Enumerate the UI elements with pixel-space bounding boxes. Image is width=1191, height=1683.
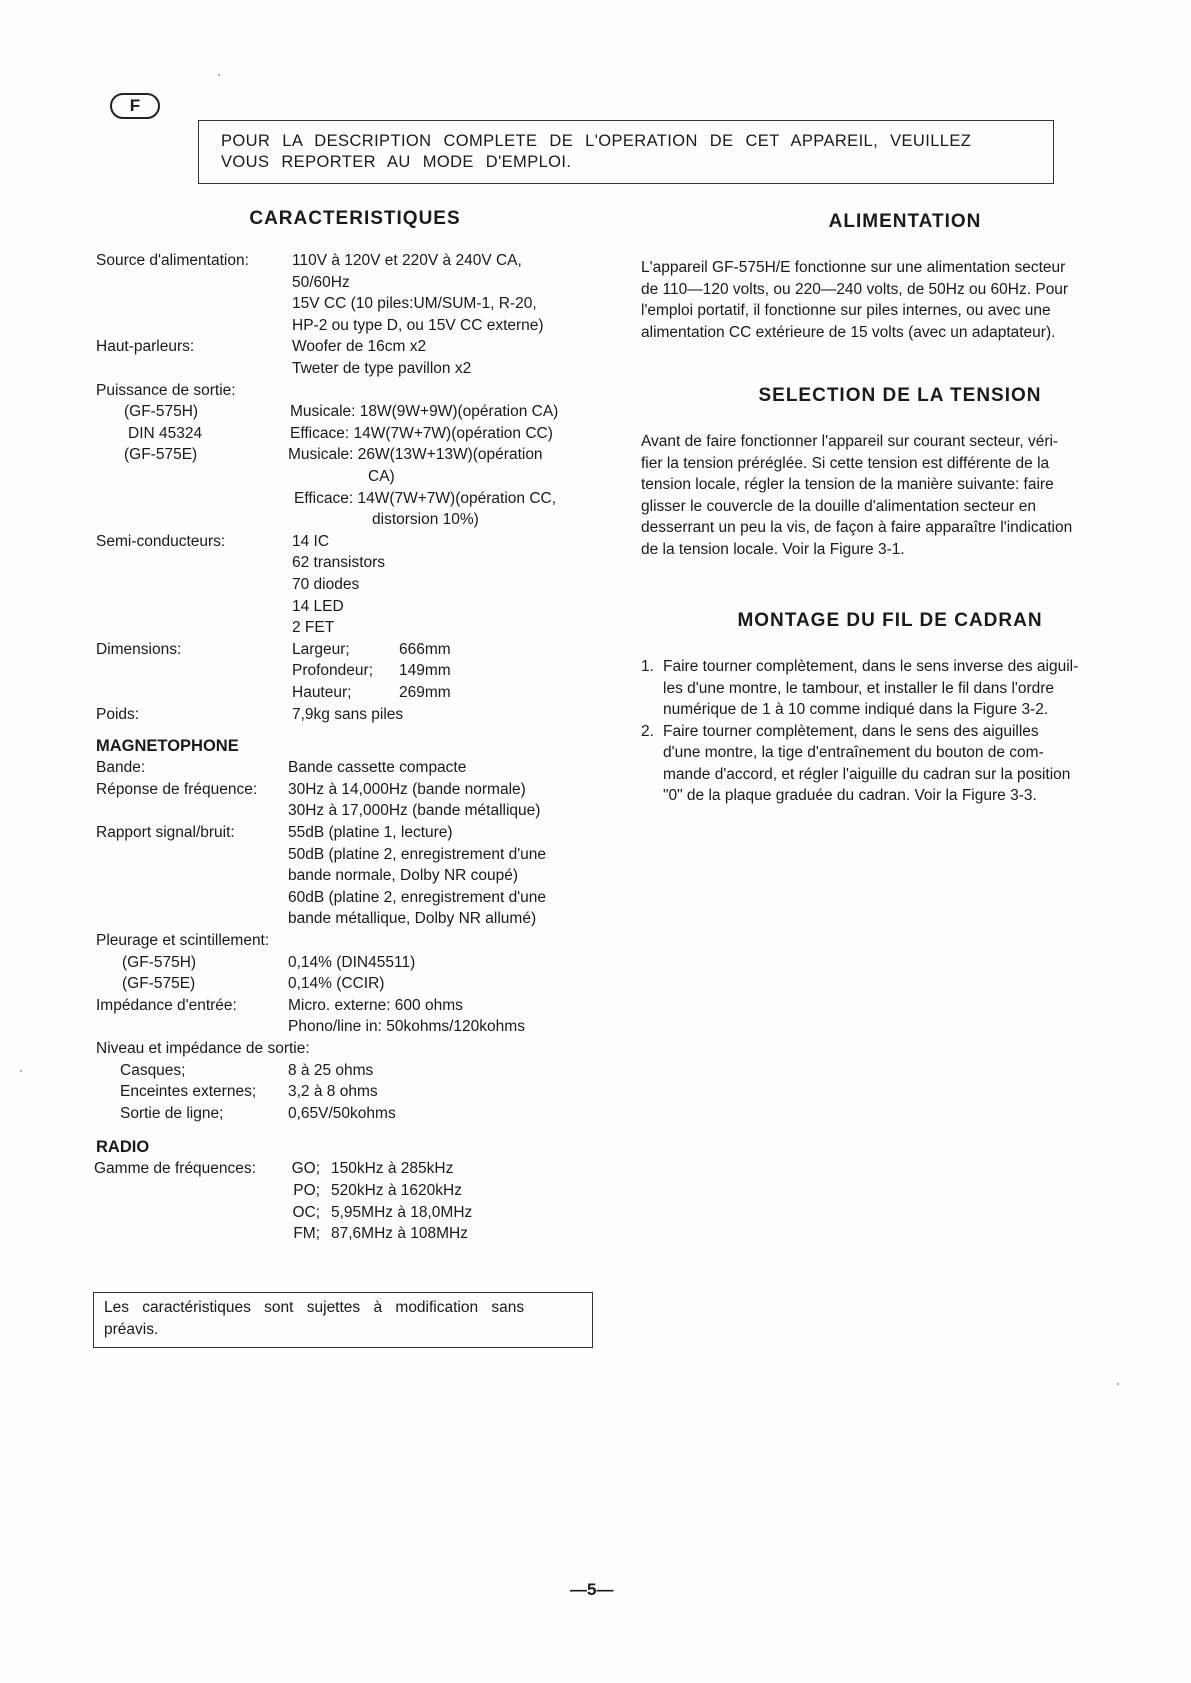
- spec-row: [96, 533, 656, 555]
- spec-row: [96, 802, 656, 824]
- spec-label: Pleurage et scintillement:: [96, 932, 270, 949]
- spec-row: [96, 975, 656, 997]
- specs-note-box: [93, 1292, 593, 1348]
- spec-row: [96, 1040, 656, 1062]
- paragraph-line: L'appareil GF-575H/E fonctionne sur une alimentation secteur: [641, 259, 1066, 276]
- spec-row: [96, 706, 656, 728]
- step-line: "0" de la plaque graduée du cadran. Voir la Figure 3-3.: [663, 787, 1037, 804]
- spec-value: 5,95MHz à 18,0MHz: [331, 1203, 473, 1221]
- step-number: 2.: [641, 722, 654, 740]
- spec-value: 520kHz à 1620kHz: [331, 1182, 462, 1199]
- spec-value: 0,14% (CCIR): [288, 975, 385, 993]
- tape-heading: MAGNETOPHONE: [96, 737, 239, 756]
- spec-row: [96, 1083, 656, 1105]
- alimentation-paragraph: [641, 257, 1141, 343]
- step-line: Faire tourner complètement, dans le sens inverse des aiguil-: [663, 658, 1079, 675]
- spec-row: [96, 954, 656, 976]
- spec-row: [96, 554, 656, 576]
- spec-row: [96, 867, 656, 889]
- spec-row: [96, 1225, 656, 1247]
- spec-value: 50dB (platine 2, enregistrement d'une: [288, 845, 547, 863]
- step-number: 1.: [641, 658, 654, 675]
- spec-row: [96, 468, 656, 490]
- alimentation-heading: ALIMENTATION: [828, 211, 982, 232]
- spec-row: [96, 295, 656, 317]
- paragraph-line: fier la tension préréglée. Si cette tension est différente de la: [641, 454, 1050, 472]
- spec-value: 30Hz à 14,000Hz (bande normale): [288, 780, 526, 798]
- spec-label: (GF-575H): [124, 403, 199, 421]
- spec-row: [96, 1182, 656, 1204]
- spec-value: HP-2 ou type D, ou 15V CC externe): [292, 316, 544, 334]
- spec-row: [96, 997, 656, 1019]
- spec-value: 60dB (platine 2, enregistrement d'une: [288, 888, 547, 906]
- spec-label: (GF-575H): [122, 953, 197, 971]
- spec-label: Puissance de sortie:: [96, 381, 236, 399]
- spec-value: 55dB (platine 1, lecture): [288, 824, 453, 841]
- note-line: Les caractéristiques sont sujettes à modification sans: [104, 1299, 525, 1316]
- spec-label: Semi-conducteurs:: [96, 532, 226, 550]
- spec-row: [96, 781, 656, 803]
- spec-value: 666mm: [399, 640, 451, 658]
- spec-value: 0,65V/50kohms: [288, 1104, 396, 1122]
- spec-row: [96, 824, 656, 846]
- step-line: mande d'accord, et régler l'aiguille du cadran sur la position: [663, 765, 1071, 783]
- spec-row: [96, 446, 656, 468]
- spec-row: [96, 1160, 656, 1182]
- spec-row: [96, 1062, 656, 1084]
- spec-value: Profondeur;: [292, 662, 373, 680]
- spec-row: [96, 490, 656, 512]
- spec-label: Impédance d'entrée:: [96, 996, 237, 1014]
- spec-row: [96, 619, 656, 641]
- spec-label: (GF-575E): [122, 975, 196, 993]
- spec-row: [96, 403, 656, 425]
- spec-row: [96, 684, 656, 706]
- spec-value: Tweter de type pavillon x2: [292, 360, 472, 377]
- spec-value: bande normale, Dolby NR coupé): [288, 867, 519, 885]
- spec-row: [96, 1018, 656, 1040]
- spec-value: 50/60Hz: [292, 273, 350, 291]
- scan-speck: [20, 1070, 22, 1072]
- spec-row: [96, 759, 656, 781]
- spec-row: [96, 1204, 656, 1226]
- spec-value: 30Hz à 17,000Hz (bande métallique): [288, 802, 541, 820]
- spec-row: [96, 598, 656, 620]
- spec-row: [96, 889, 656, 911]
- radio-band: GO;: [291, 1160, 320, 1178]
- spec-label: Source d'alimentation:: [96, 252, 249, 269]
- cadran-step: [641, 721, 1141, 807]
- paragraph-line: glisser le couvercle de la douille d'alimentation secteur en: [641, 497, 1036, 515]
- spec-value: CA): [368, 468, 395, 485]
- paragraph-line: l'emploi portatif, il fonctionne sur piles internes, ou avec une: [641, 302, 1051, 319]
- radio-band: OC;: [292, 1203, 320, 1221]
- spec-row: [96, 641, 656, 663]
- paragraph-line: alimentation CC extérieure de 15 volts (avec un adaptateur).: [641, 323, 1056, 341]
- spec-value: Musicale: 18W(9W+9W)(opération CA): [290, 403, 559, 421]
- paragraph-line: de la tension locale. Voir la Figure 3-1.: [641, 540, 905, 558]
- scan-speck: [1117, 1383, 1119, 1385]
- cadran-step: [641, 656, 1141, 721]
- radio-band: FM;: [293, 1225, 320, 1243]
- spec-value: 0,14% (DIN45511): [288, 953, 416, 971]
- spec-row: [96, 846, 656, 868]
- spec-value: 150kHz à 285kHz: [331, 1160, 454, 1178]
- spec-value: 2 FET: [292, 619, 335, 637]
- spec-value: bande métallique, Dolby NR allumé): [288, 910, 537, 928]
- page-number: —5—: [570, 1580, 614, 1599]
- spec-label: DIN 45324: [128, 424, 203, 442]
- spec-label: Niveau et impédance de sortie:: [96, 1040, 310, 1057]
- spec-label: Haut-parleurs:: [96, 338, 195, 356]
- step-line: les d'une montre, le tambour, et installer le fil dans l'ordre: [663, 679, 1055, 697]
- spec-value: Micro. externe: 600 ohms: [288, 996, 463, 1014]
- spec-value: 269mm: [399, 684, 451, 701]
- spec-value: 15V CC (10 piles:UM/SUM-1, R-20,: [292, 295, 537, 313]
- paragraph-line: Avant de faire fonctionner l'appareil sur courant secteur, véri-: [641, 433, 1059, 450]
- spec-label: (GF-575E): [124, 446, 198, 464]
- paragraph-line: tension locale, régler la tension de la manière suivante: faire: [641, 476, 1054, 493]
- spec-label: Rapport signal/bruit:: [96, 824, 235, 841]
- notice-line: VOUS REPORTER AU MODE D'EMPLOI.: [221, 153, 572, 171]
- spec-value: Musicale: 26W(13W+13W)(opération: [288, 446, 543, 464]
- cadran-heading: MONTAGE DU FIL DE CADRAN: [737, 610, 1043, 631]
- step-line: numérique de 1 à 10 comme indiqué dans la Figure 3-2.: [663, 701, 1049, 718]
- spec-value: Efficace: 14W(7W+7W)(opération CC): [290, 424, 553, 442]
- specs-heading: CARACTERISTIQUES: [249, 208, 461, 229]
- spec-value: distorsion 10%): [372, 511, 479, 529]
- spec-row: [96, 382, 656, 404]
- spec-value: 14 IC: [292, 532, 330, 550]
- spec-row: [96, 662, 656, 684]
- spec-label: Sortie de ligne;: [120, 1104, 224, 1122]
- language-badge: F: [110, 93, 160, 119]
- spec-row: [96, 1105, 656, 1127]
- paragraph-line: desserrant un peu la vis, de façon à faire apparaître l'indication: [641, 519, 1073, 536]
- spec-row: [96, 425, 656, 447]
- spec-value: 14 LED: [292, 597, 344, 615]
- spec-value: Woofer de 16cm x2: [292, 338, 427, 356]
- spec-value: Largeur;: [292, 640, 350, 658]
- note-line: préavis.: [104, 1321, 159, 1338]
- paragraph-line: de 110—120 volts, ou 220—240 volts, de 50Hz ou 60Hz. Pour: [641, 280, 1069, 298]
- spec-row: [96, 932, 656, 954]
- spec-row: [96, 252, 656, 274]
- tension-paragraph: [641, 431, 1141, 560]
- spec-value: 7,9kg sans piles: [292, 705, 404, 723]
- spec-row: [96, 576, 656, 598]
- spec-row: [96, 274, 656, 296]
- spec-value: Efficace: 14W(7W+7W)(opération CC,: [294, 489, 557, 507]
- spec-label: Bande:: [96, 759, 146, 777]
- spec-value: 149mm: [399, 662, 451, 680]
- spec-value: 62 transistors: [292, 554, 386, 572]
- tension-heading: SELECTION DE LA TENSION: [758, 385, 1042, 406]
- spec-value: 87,6MHz à 108MHz: [331, 1225, 468, 1243]
- spec-label: Dimensions:: [96, 640, 182, 658]
- spec-value: 70 diodes: [292, 576, 360, 593]
- spec-label: Enceintes externes;: [120, 1083, 257, 1101]
- spec-row: [96, 360, 656, 382]
- spec-value: 3,2 à 8 ohms: [288, 1083, 378, 1101]
- radio-heading: RADIO: [96, 1138, 150, 1157]
- spec-value: Hauteur;: [292, 684, 352, 701]
- spec-row: [96, 511, 656, 533]
- notice-box: [198, 120, 1054, 184]
- spec-row: [96, 338, 656, 360]
- spec-value: Phono/line in: 50kohms/120kohms: [288, 1018, 525, 1036]
- spec-label: Réponse de fréquence:: [96, 780, 258, 798]
- spec-label: Gamme de fréquences:: [94, 1160, 256, 1178]
- specs-column: [96, 252, 656, 1282]
- step-line: Faire tourner complètement, dans le sens des aiguilles: [663, 722, 1039, 740]
- cadran-steps: [641, 656, 1141, 807]
- spec-value: 8 à 25 ohms: [288, 1061, 374, 1079]
- spec-value: Bande cassette compacte: [288, 759, 467, 777]
- spec-label: Casques;: [120, 1061, 186, 1079]
- spec-row: [96, 910, 656, 932]
- notice-line: POUR LA DESCRIPTION COMPLETE DE L'OPERATION DE CET APPAREIL, VEUILLEZ: [221, 132, 972, 150]
- spec-value: 110V à 120V et 220V à 240V CA,: [292, 252, 522, 269]
- spec-label: Poids:: [96, 705, 140, 723]
- step-line: d'une montre, la tige d'entraînement du bouton de com-: [663, 744, 1044, 761]
- spec-row: [96, 317, 656, 339]
- scan-speck: [218, 74, 220, 76]
- radio-band: PO;: [293, 1182, 320, 1199]
